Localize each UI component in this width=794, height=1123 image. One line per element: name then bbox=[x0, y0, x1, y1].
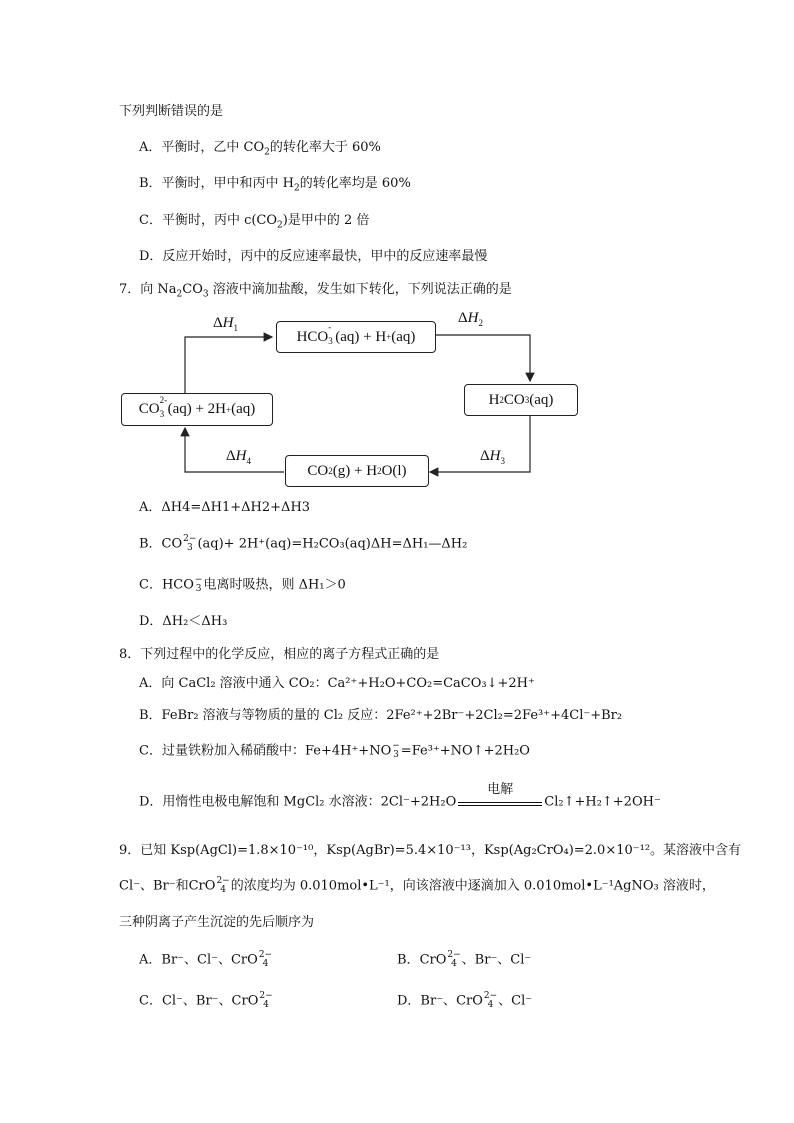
label-dh3: $\Delta H_3$ bbox=[480, 448, 505, 466]
q9-option-b: B．CrO 2− 4 、Br⁻、Cl⁻ bbox=[397, 950, 532, 969]
q7-cycle-arrows bbox=[0, 0, 794, 500]
q9-stem-line1: 9．已知 Ksp(AgCl)=1.8×10⁻¹⁰，Ksp(AgBr)=5.4×10⁻¹³，Ksp(Ag₂CrO₄)=2.0×10⁻¹²。某溶液中含有 bbox=[119, 843, 742, 858]
q9-option-c: C．Cl⁻、Br⁻、CrO 2− 4 bbox=[139, 991, 273, 1010]
q7-option-a: A．ΔH4=ΔH1+ΔH2+ΔH3 bbox=[139, 500, 311, 515]
q6-option-a: A．平衡时，乙中 $CO_2$的转化率大于 60% bbox=[139, 140, 381, 158]
q7-option-d: D．ΔH₂＜ΔH₃ bbox=[139, 614, 228, 629]
q7-option-b: B．CO 2− 3 (aq)+ 2H⁺(aq)=H₂CO₃(aq)ΔH=ΔH₁—ΔH₂ bbox=[139, 534, 468, 553]
label-dh4: $\Delta H_4$ bbox=[226, 448, 251, 466]
q8-option-b: B．FeBr₂ 溶液与等物质的量的 Cl₂ 反应：2Fe²⁺+2Br⁻+2Cl₂=2Fe³⁺+4Cl⁻+Br₂ bbox=[139, 708, 623, 723]
q6-option-d: D．反应开始时，丙中的反应速率最快，甲中的反应速率最慢 bbox=[139, 249, 488, 264]
box-bicarbonate: HCO - 3 (aq) + H + (aq) bbox=[276, 321, 436, 353]
q8-option-d: D．用惰性电极电解饱和 MgCl₂ 水溶液：2Cl⁻+2H₂O 电解 Cl₂↑+H₂↑+2OH⁻ bbox=[139, 782, 661, 810]
box-co2-water: CO 2 (g) + H 2 O(l) bbox=[285, 455, 429, 487]
electrolysis-condition: 电解 bbox=[458, 793, 542, 811]
box-carbonic-acid: H 2 CO 3 (aq) bbox=[464, 384, 578, 416]
arrow-dh1 bbox=[185, 337, 272, 393]
q9-option-d: D．Br⁻、CrO 2− 4 、Cl⁻ bbox=[397, 991, 533, 1010]
q6-option-c: C．平衡时，丙中 $c(CO_2)$是甲中的 2 倍 bbox=[139, 213, 370, 231]
q6-option-b: B．平衡时，甲中和丙中 $H_2$的转化率均是 60% bbox=[139, 176, 411, 194]
label-dh1: $\Delta H_1$ bbox=[213, 315, 238, 333]
q7-option-c: C．HCO − 3 电离时吸热，则 ΔH₁＞0 bbox=[139, 575, 346, 594]
q9-stem-line2: Cl⁻、Br⁻和CrO 2− 4 的浓度均为 0.010mol•L⁻¹，向该溶液中逐滴加入 0.010mol•L⁻¹AgNO₃ 溶液时， bbox=[119, 876, 715, 895]
q6-intro: 下列判断错误的是 bbox=[119, 104, 224, 119]
q9-option-a: A．Br⁻、Cl⁻、CrO 2− 4 bbox=[139, 950, 273, 969]
q8-stem: 8．下列过程中的化学反应，相应的离子方程式正确的是 bbox=[119, 647, 440, 662]
q9-stem-line3: 三种阴离子产生沉淀的先后顺序为 bbox=[119, 915, 315, 930]
label-dh2: $\Delta H_2$ bbox=[458, 310, 483, 328]
q7-stem: 7．向 $Na_2CO_3$ 溶液中滴加盐酸，发生如下转化，下列说法正确的是 bbox=[119, 282, 512, 300]
box-carbonate: CO 2- 3 (aq) + 2H + (aq) bbox=[121, 393, 273, 426]
arrow-dh2 bbox=[428, 335, 530, 381]
q8-option-c: C．过量铁粉加入稀硝酸中：Fe+4H⁺+NO − 3 =Fe³⁺+NO↑+2H₂O bbox=[139, 741, 530, 760]
q8-option-a: A．向 CaCl₂ 溶液中通入 CO₂：Ca²⁺+H₂O+CO₂=CaCO₃↓+2H⁺ bbox=[139, 676, 535, 691]
